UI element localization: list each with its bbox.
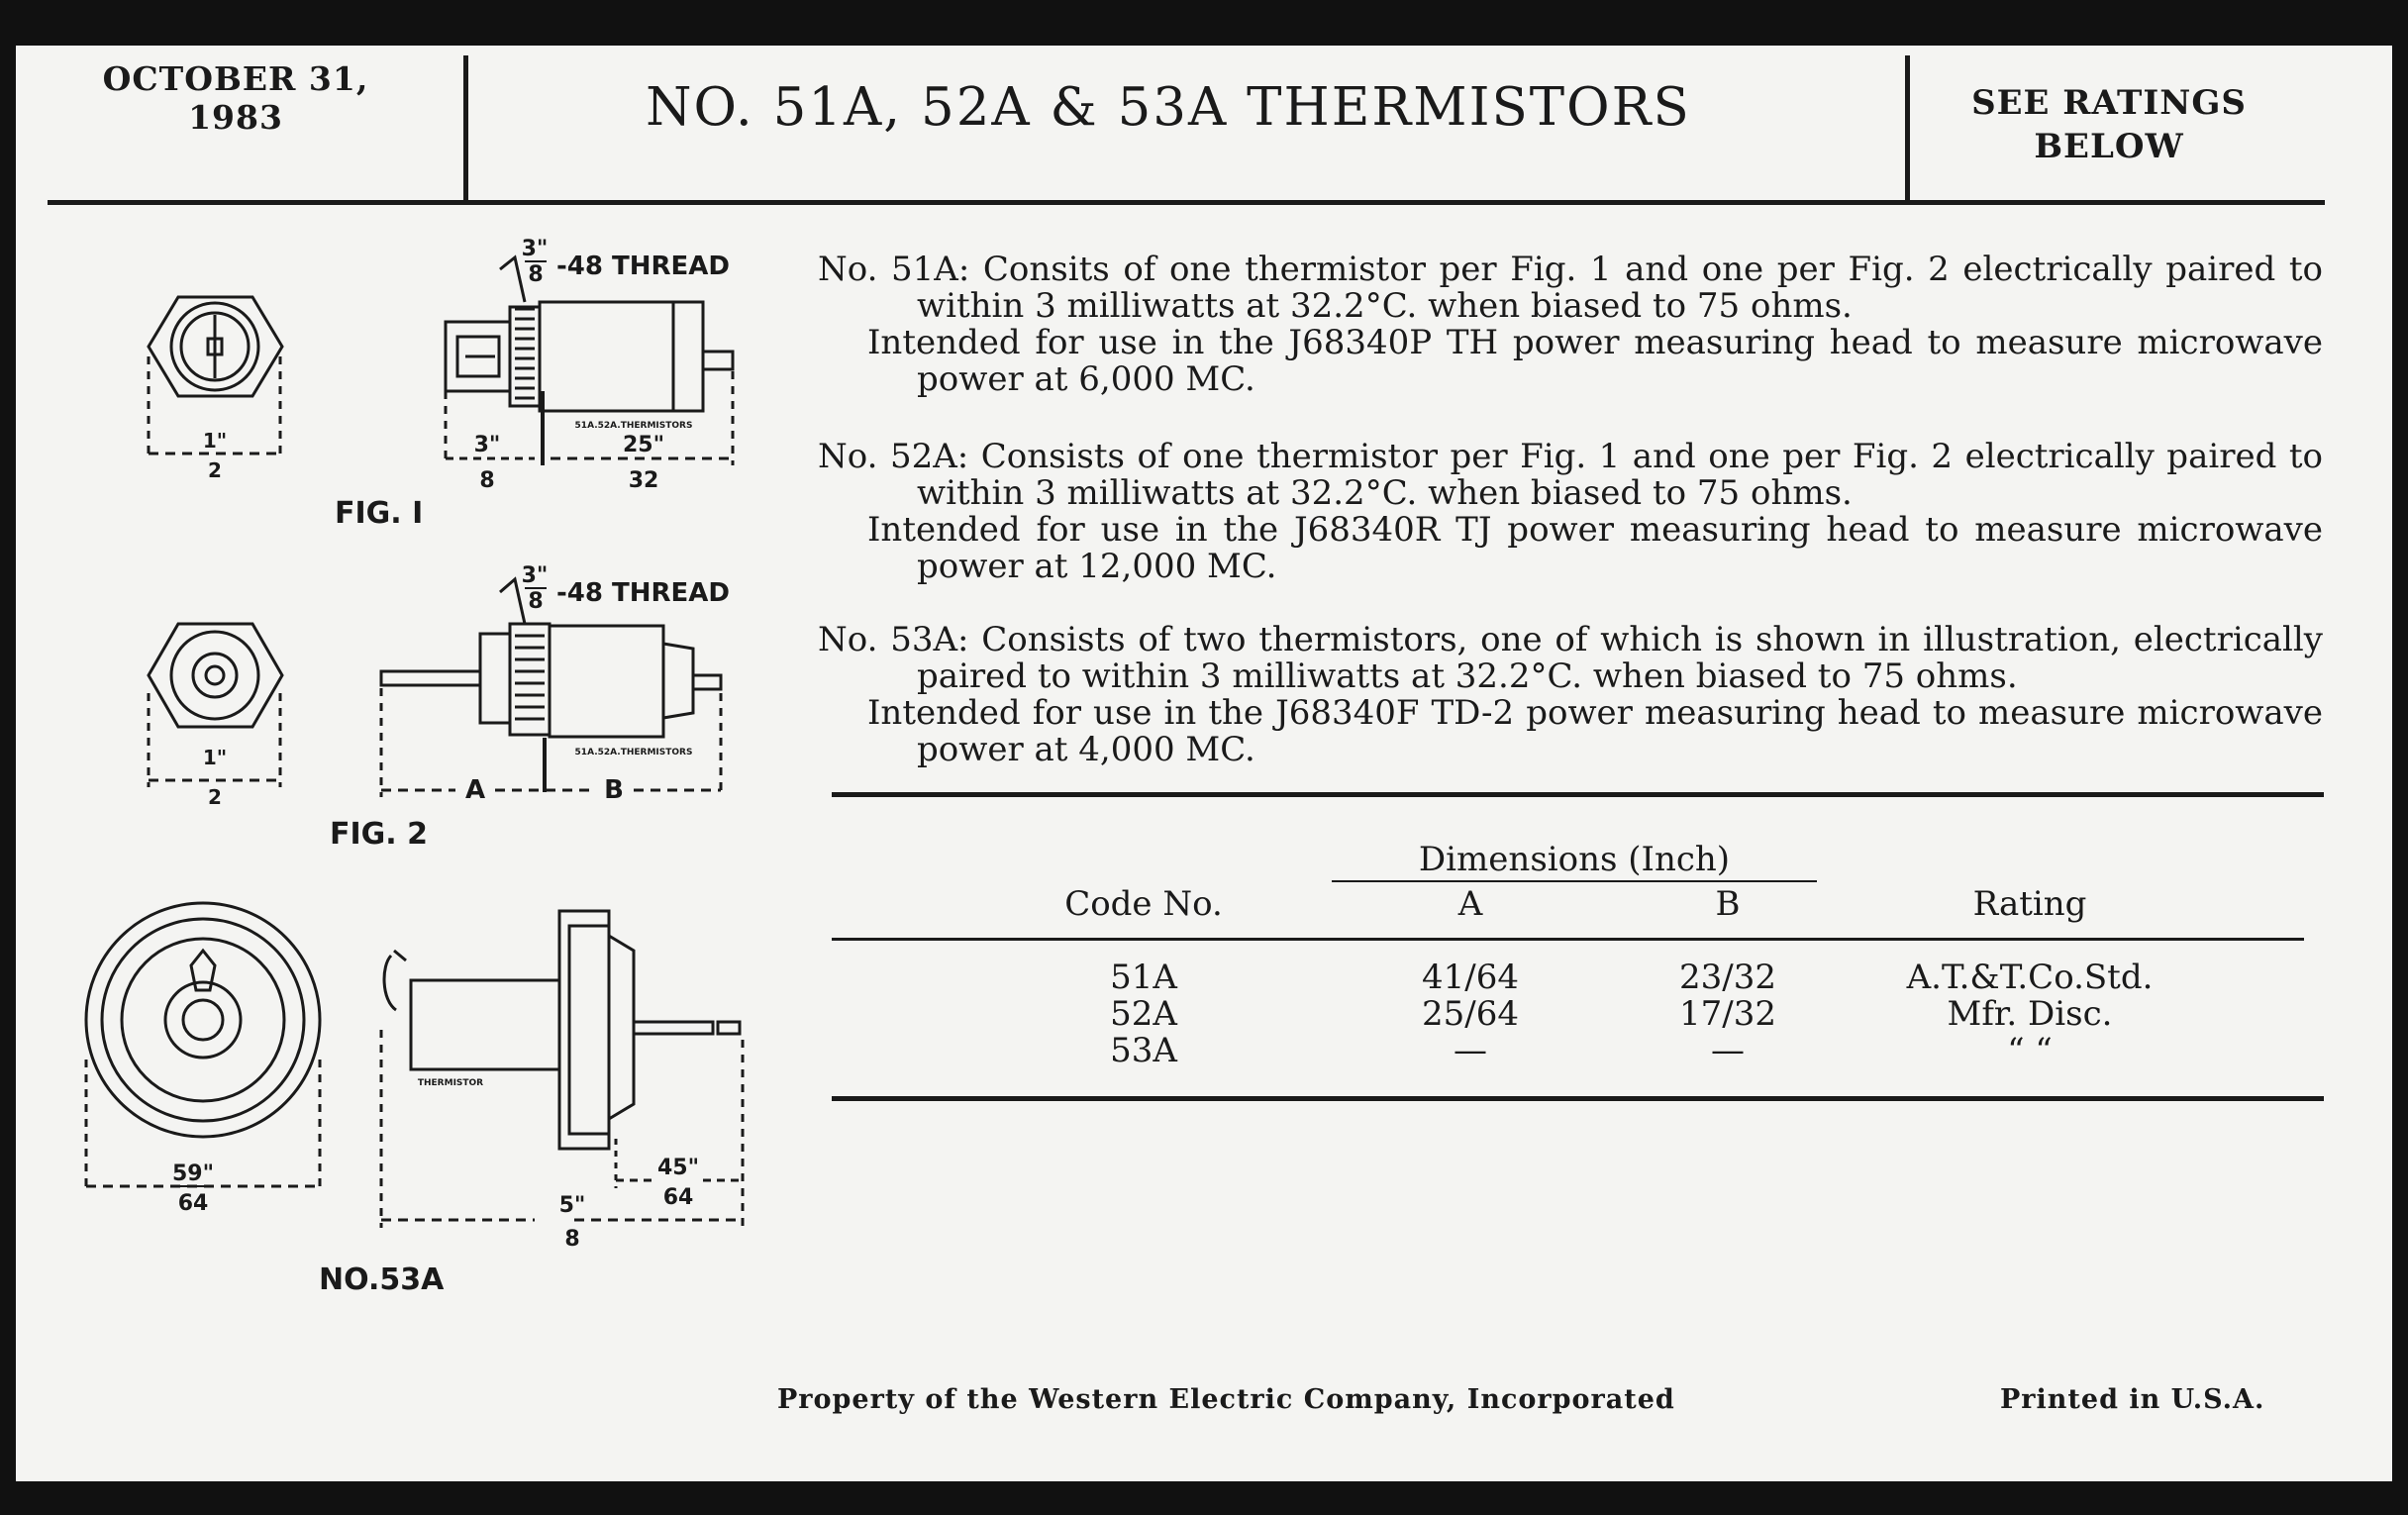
fig1-label: FIG. I: [335, 496, 424, 531]
desc-53a-line2: paired to within 3 milliwatts at 32.2°C. when biased to 75 ohms.: [917, 656, 2018, 696]
fig1-dim-den: 2: [208, 458, 222, 482]
fig1-thread-num: 3": [521, 237, 549, 261]
table-cell-rating: Mfr. Disc.: [1947, 994, 2113, 1034]
document-date: OCTOBER 31, 1983: [102, 59, 369, 137]
table-cell-rating: “ “: [2007, 1031, 2053, 1070]
desc-51a-line4: power at 6,000 MC.: [917, 359, 1255, 399]
no53a-dim1-num: 59": [171, 1162, 215, 1186]
table-header-b: B: [1715, 884, 1741, 924]
fig1-small-label: 51A.52A.THERMISTORS: [574, 421, 693, 431]
no53a-end-view: [86, 903, 320, 1193]
see-ratings-line1: SEE RATINGS: [1971, 83, 2247, 123]
table-cell-code: 52A: [1110, 994, 1177, 1034]
fig1-dim3-den: 32: [628, 468, 659, 493]
desc-53a-line3: Intended for use in the J68340F TD-2 power measuring head to measure microwave: [867, 693, 2323, 733]
fig1-dim-num: 1": [202, 429, 228, 453]
desc-52a-line3: Intended for use in the J68340R TJ power measuring head to measure microwave: [867, 510, 2323, 550]
page-title: NO. 51A, 52A & 53A THERMISTORS: [646, 77, 1691, 138]
fig2-side-view: [381, 579, 721, 797]
thermistor-drawings: [0, 0, 792, 1317]
desc-51a-line1: No. 51A: Consits of one thermistor per Fig. 1 and one per Fig. 2 electrically paired to: [818, 250, 2323, 289]
table-group-header: Dimensions (Inch): [1418, 840, 1731, 879]
no53a-dim2-num: 45": [656, 1156, 700, 1180]
fig1-thread-text: -48 THREAD: [556, 252, 731, 281]
desc-53a-line1: No. 53A: Consists of two thermistors, one of which is shown in illustration, electrically: [818, 620, 2323, 659]
fig1-dim3-num: 25": [622, 433, 665, 457]
table-header-rating: Rating: [1972, 884, 2087, 924]
see-ratings-line2: BELOW: [2034, 127, 2184, 166]
footer-printed: Printed in U.S.A.: [2000, 1384, 2265, 1415]
fig2-label: FIG. 2: [330, 817, 428, 852]
desc-52a-line4: power at 12,000 MC.: [917, 547, 1277, 586]
table-header-rule: [832, 938, 2304, 941]
fig2-thread-label: [522, 563, 730, 614]
description-53a: [818, 622, 2323, 768]
footer-property: Property of the Western Electric Company, Incorporated: [777, 1384, 1675, 1415]
fig1-dim2-den: 8: [479, 468, 495, 493]
fig2-dim-den: 2: [208, 785, 222, 809]
see-ratings-note: [1901, 81, 2317, 168]
fig2-thread-num: 3": [521, 563, 549, 588]
table-cell-a: 41/64: [1422, 958, 1519, 997]
no53a-dim1-den: 64: [177, 1191, 209, 1216]
table-cell-rating: A.T.&T.Co.Std.: [1906, 958, 2154, 997]
table-header-a: A: [1457, 884, 1483, 924]
no53a-label: NO.53A: [319, 1262, 445, 1297]
fig1-thread-label: [522, 237, 730, 287]
fig1-thread-den: 8: [528, 262, 544, 287]
no53a-small-label: THERMISTOR: [417, 1078, 484, 1088]
table-bottom-rule: [832, 1096, 2324, 1101]
fig2-thread-den: 8: [528, 589, 544, 614]
no53a-dim3-den: 8: [564, 1227, 580, 1252]
fig2-dim-b: B: [604, 775, 624, 805]
desc-52a-line2: within 3 milliwatts at 32.2°C. when biased to 75 ohms.: [917, 473, 1853, 513]
no53a-dim3-num: 5": [558, 1193, 586, 1218]
fig2-dim-a: A: [464, 775, 486, 805]
table-cell-a: —: [1454, 1031, 1487, 1070]
table-cell-a: 25/64: [1422, 994, 1519, 1034]
desc-53a-line4: power at 4,000 MC.: [917, 730, 1255, 769]
no53a-side-view: [381, 911, 743, 1228]
fig2-thread-text: -48 THREAD: [556, 578, 731, 608]
table-cell-b: 17/32: [1679, 994, 1776, 1034]
no53a-dim2-den: 64: [662, 1185, 694, 1210]
table-header-code: Code No.: [1064, 884, 1223, 924]
desc-51a-line2: within 3 milliwatts at 32.2°C. when biased to 75 ohms.: [917, 286, 1853, 326]
table-cell-code: 51A: [1110, 958, 1177, 997]
desc-51a-line3: Intended for use in the J68340P TH power measuring head to measure microwave: [867, 323, 2323, 362]
description-51a: [818, 252, 2323, 398]
fig1-dim2-num: 3": [473, 433, 501, 457]
table-top-rule: [832, 792, 2324, 797]
table-cell-code: 53A: [1110, 1031, 1177, 1070]
table-cell-b: —: [1711, 1031, 1745, 1070]
table-group-underline: [1332, 880, 1817, 882]
fig2-small-label: 51A.52A.THERMISTORS: [574, 748, 693, 758]
fig2-dim-num: 1": [202, 746, 228, 769]
table-cell-b: 23/32: [1679, 958, 1776, 997]
desc-52a-line1: No. 52A: Consists of one thermistor per Fig. 1 and one per Fig. 2 electrically paired to: [818, 437, 2323, 476]
description-52a: [818, 439, 2323, 585]
